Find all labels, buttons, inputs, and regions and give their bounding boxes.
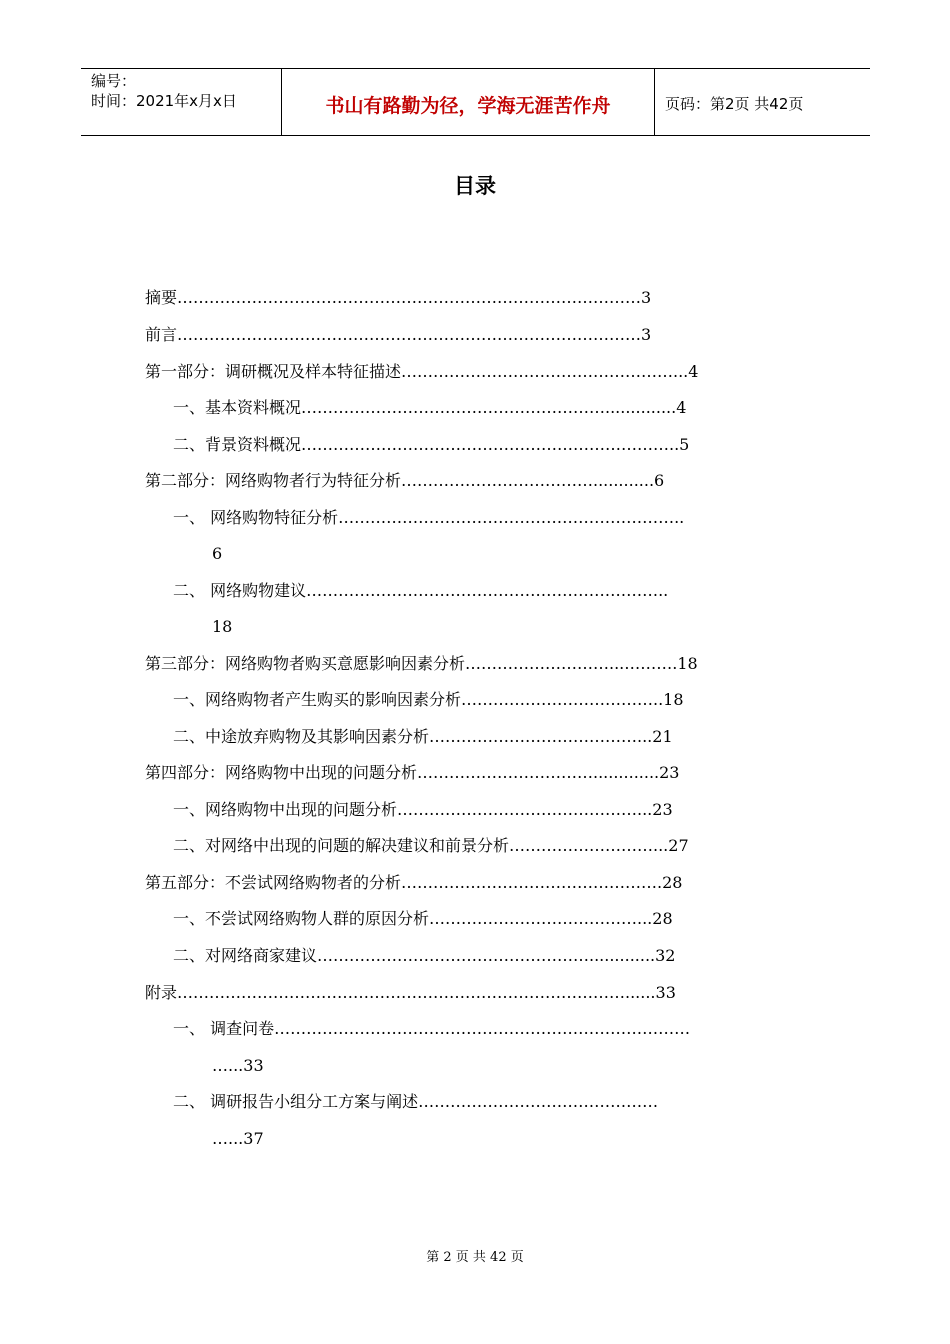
document-number-label: 编号： — [91, 72, 137, 90]
toc-entry-part-2-2[interactable]: 二、 网络购物建议………………………………………………………….. — [173, 581, 669, 600]
toc-entry-appendix-2-page: …...37 — [212, 1129, 264, 1148]
toc-entry-part-4-2[interactable]: 二、对网络中出现的问题的解决建议和前景分析………………………...27 — [173, 836, 689, 855]
toc-entry-part-2[interactable]: 第二部分：网络购物者行为特征分析………………………………............6 — [145, 471, 665, 490]
toc-entry-part-5-1[interactable]: 一、不尝试网络购物人群的原因分析…………………………………...28 — [173, 909, 673, 928]
toc-entry-appendix-1-page: …...33 — [212, 1056, 264, 1075]
toc-entry-appendix-2[interactable]: 二、 调研报告小组分工方案与阐述……………………………………… — [173, 1092, 659, 1111]
header-page-number: 页码：第2页 共42页 — [665, 94, 804, 113]
toc-entry-part-3-1[interactable]: 一、网络购物者产生购买的影响因素分析………………………………..18 — [173, 690, 684, 709]
header-page-cell — [655, 69, 870, 135]
toc-entry-abstract[interactable]: 摘要……………………………………………………………………………3 — [145, 288, 652, 307]
page-title: 目录 — [454, 174, 496, 198]
page-header — [81, 68, 870, 136]
toc-entry-part-4[interactable]: 第四部分：网络购物中出现的问题分析…………………………….............23 — [145, 763, 680, 782]
toc-entry-part-2-2-page: 18 — [212, 617, 233, 636]
toc-entry-appendix-1[interactable]: 一、 调查问卷…………………………………………………………………… — [173, 1019, 691, 1038]
toc-entry-part-2-1[interactable]: 一、 网络购物特征分析……………………………………………………….. — [173, 508, 685, 527]
toc-entry-part-5[interactable]: 第五部分：不尝试网络购物者的分析………………………………………….28 — [145, 873, 683, 892]
toc-entry-part-1-1[interactable]: 一、基本资料概况…………………………………………………..............4 — [173, 398, 687, 417]
toc-entry-part-5-2[interactable]: 二、对网络商家建议…………………………………………….............32 — [173, 946, 676, 965]
toc-entry-part-2-1-page: 6 — [212, 544, 223, 563]
header-meta-cell — [81, 69, 282, 135]
toc-entry-part-1[interactable]: 第一部分：调研概况及样本特征描述……………………………………………...4 — [145, 362, 699, 381]
toc-entry-part-1-2[interactable]: 二、背景资料概况……………………………………………………………..5 — [173, 435, 690, 454]
header-motto: 书山有路勤为径，学海无涯苦作舟 — [325, 94, 611, 117]
toc-entry-part-4-1[interactable]: 一、网络购物中出现的问题分析………………………………………...23 — [173, 800, 673, 819]
toc-entry-part-3-2[interactable]: 二、中途放弃购物及其影响因素分析…………………………………...21 — [173, 727, 673, 746]
page-footer: 第 2 页 共 42 页 — [426, 1250, 524, 1265]
document-date-label: 时间：2021年x月x日 — [91, 92, 237, 110]
toc-entry-appendix[interactable]: 附录…………………………………………………………………………......33 — [145, 983, 676, 1002]
header-motto-cell — [282, 69, 655, 135]
toc-entry-part-3[interactable]: 第三部分：网络购物者购买意愿影响因素分析………………………...……….18 — [145, 654, 698, 673]
toc-entry-preface[interactable]: 前言……………………………………………………………………………3 — [145, 325, 652, 344]
